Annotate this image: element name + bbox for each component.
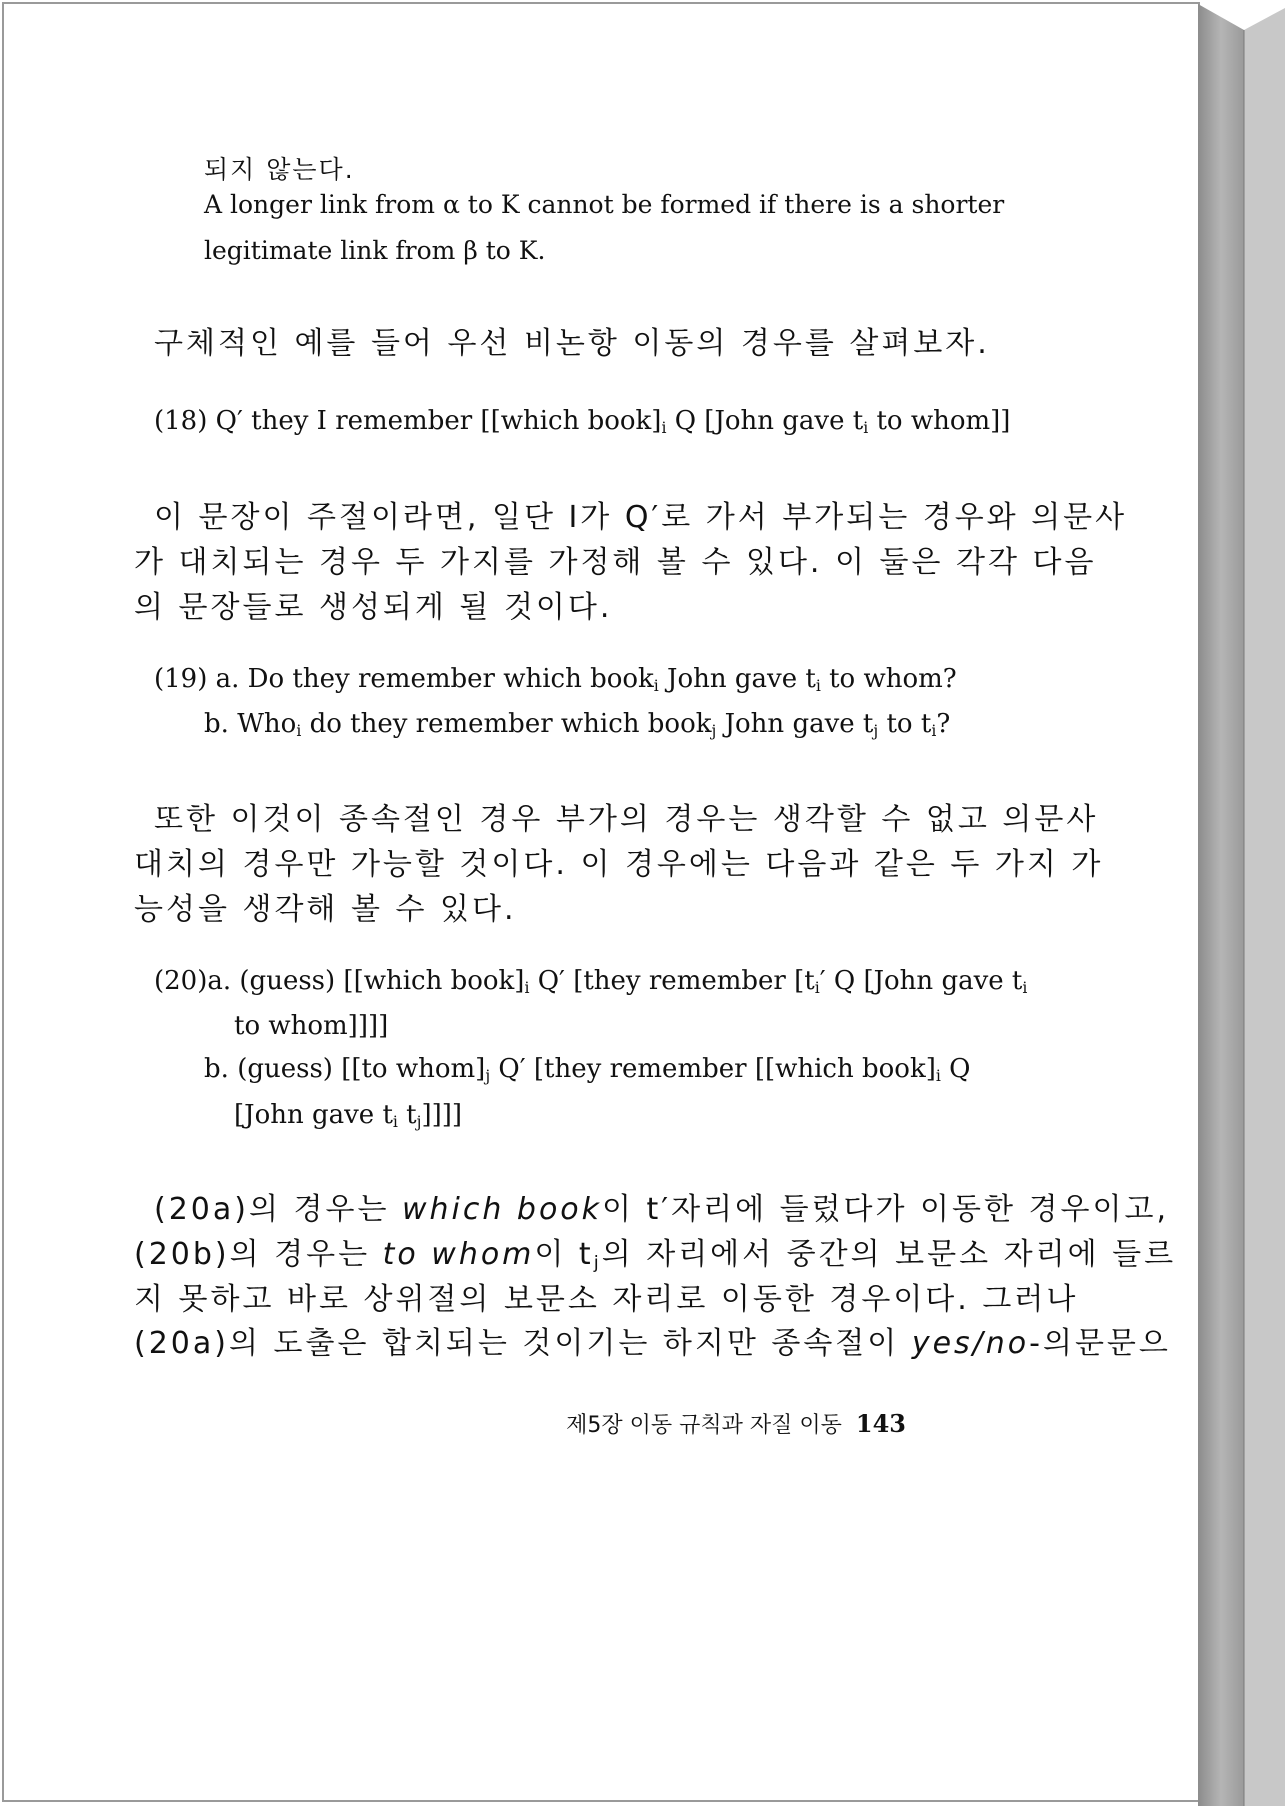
definition-en-line-1: A longer link from α to K cannot be formed if there is a shorter xyxy=(204,190,1005,219)
example-18-number: (18) xyxy=(154,406,208,436)
example-18 xyxy=(154,406,1010,437)
example-19b-text: Who$_i$ do they remember which book$_j$ John gave $t_j$ to $t_i$? xyxy=(237,709,951,740)
paragraph-4-line-3: 지 못하고 바로 상위절의 보문소 자리로 이동한 경우이다. 그러나 xyxy=(134,1282,1079,1317)
example-19b-label: b. xyxy=(204,709,229,739)
book-side-edge xyxy=(1198,0,1285,1806)
page-footer xyxy=(564,1408,906,1439)
paragraph-2-line-1: 이 문장이 주절이라면, 일단 I가 Q′로 가서 부가되는 경우와 의문사 xyxy=(154,500,1128,535)
example-19a xyxy=(154,664,957,695)
paragraph-1: 구체적인 예를 들어 우선 비논항 이동의 경우를 살펴보자. xyxy=(154,326,990,361)
example-19a-text: Do they remember which book$_i$ John gave $t_i$ to whom? xyxy=(247,664,957,695)
example-20b-line-1: b. (guess) [[to $whom]_j$ Q′ [they remember [[which $book]_i$ Q xyxy=(204,1054,971,1085)
example-19-number: (19) xyxy=(154,664,208,694)
example-20a-line-1: (20)a. (guess) [[which $book]_i$ Q′ [they remember [$t_i'$ Q [John gave $t_i$ xyxy=(154,966,1028,997)
paragraph-3-line-1: 또한 이것이 종속절인 경우 부가의 경우는 생각할 수 없고 의문사 xyxy=(154,802,1099,837)
paragraph-3-line-3: 능성을 생각해 볼 수 있다. xyxy=(134,892,517,927)
paragraph-2-line-3: 의 문장들로 생성되게 될 것이다. xyxy=(134,590,613,625)
paragraph-3-line-2: 대치의 경우만 가능할 것이다. 이 경우에는 다음과 같은 두 가지 가 xyxy=(134,847,1104,882)
definition-en-line-2: legitimate link from β to K. xyxy=(204,236,546,265)
definition-kr-line: 되지 않는다. xyxy=(204,155,355,184)
example-20b-line-2: [John gave $t_i$ $t_j$]]]] xyxy=(234,1100,463,1131)
example-20a-label: a. xyxy=(207,966,232,996)
paragraph-2-line-2: 가 대치되는 경우 두 가지를 가정해 볼 수 있다. 이 둘은 각각 다음 xyxy=(134,545,1097,580)
chapter-title: 제5장 이동 규칙과 자질 이동 xyxy=(566,1413,842,1438)
example-20-number: (20) xyxy=(154,966,208,996)
example-19a-label: a. xyxy=(215,664,240,694)
paragraph-4-line-1: (20a)의 경우는 which book이 t′자리에 들렀다가 이동한 경우이고, xyxy=(154,1192,1169,1227)
page-number: 143 xyxy=(855,1409,906,1438)
example-20a-line-2: to whom]]]] xyxy=(234,1011,389,1041)
example-20b-label: b. xyxy=(204,1054,229,1084)
example-18-text: Q′ they I remember [[which $book]_i$ Q [John gave $t_i$ to whom]] xyxy=(215,406,1011,437)
example-19b xyxy=(204,709,950,740)
book-page xyxy=(2,2,1200,1802)
paragraph-4-line-4: (20a)의 도출은 합치되는 것이기는 하지만 종속절이 yes/no-의문문으 xyxy=(134,1326,1171,1361)
paragraph-4-line-2: (20b)의 경우는 to whom이 $t_j$의 자리에서 중간의 보문소 자리에 들르 xyxy=(134,1237,1177,1274)
